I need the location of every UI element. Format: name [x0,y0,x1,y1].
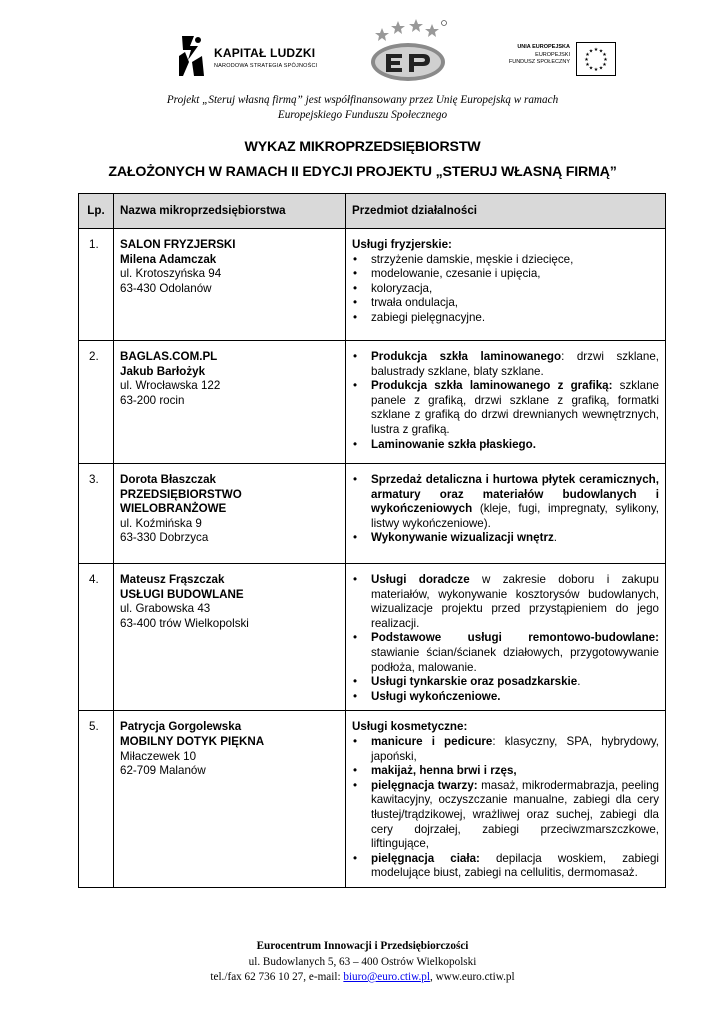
enterprise-cell [114,711,346,888]
list-item [352,438,659,453]
item-bold: Produkcja szkła laminowanego [371,350,562,363]
footer-contact-suffix: , www.euro.ctiw.pl [430,971,515,983]
footer-organization: Eurocentrum Innowacji i Przedsiębiorczości [256,940,469,952]
list-item [352,690,659,705]
activity-heading: Usługi kosmetyczne: [352,720,468,734]
enterprise-cell [114,464,346,564]
activity-cell [346,341,666,464]
eu-line-2: EUROPEJSKI [535,51,570,58]
footer-address: ul. Budowlanych 5, 63 – 400 Ostrów Wielkopolski [248,955,477,968]
eu-line-3: FUNDUSZ SPOŁECZNY [508,59,570,65]
footer-contact [40,970,685,986]
list-item [352,531,659,546]
item-bold: Laminowanie szkła płaskiego. [371,437,536,451]
logo-bar [0,18,725,84]
svg-text:★: ★ [598,48,604,55]
enterprise-street: ul. Grabowska 43 [120,602,211,616]
activity-list [352,473,659,546]
kapital-ludzki-subtitle: NARODOWA STRATEGIA SPÓJNOŚCI [214,63,318,69]
item-text: w zakresie doboru i zakupu materiałów, wykonywanie kosztorysów budowlanych, wizualizacje projektu przed przystąpieniem do jego realizacji. [371,573,659,630]
row-number: 1. [79,229,114,341]
enterprise-name: BAGLAS.COM.PL [120,350,218,363]
svg-text:★: ★ [588,48,594,55]
activity-cell [346,564,666,711]
enterprise-street: Miłaczewek 10 [120,749,197,763]
project-note-line-1: Projekt „Steruj własną firmą” jest współfinansowany przez Unię Europejską w ramach [166,94,559,106]
list-item [352,675,659,690]
kapital-ludzki-logo [176,32,326,80]
svg-text:★: ★ [603,57,608,63]
item-bold: Usługi wykończeniowe. [371,689,501,703]
email-link[interactable]: biuro@euro.ctiw.pl [343,971,430,983]
enterprise-city: 63-200 rocin [120,393,185,407]
table-row [79,464,666,564]
item-text: . [553,531,557,545]
enterprise-city: 63-330 Dobrzyca [120,531,209,545]
enterprise-name: MOBILNY DOTYK PIĘKNA [120,734,265,748]
table-row [79,711,666,888]
ep-logo-icon [368,18,450,84]
list-item: • koloryzacja, [352,282,659,297]
row-number: 5. [79,711,114,888]
item-bold: pielęgnacja ciała: [371,851,480,865]
activity-list [352,350,659,452]
list-item: • zabiegi pielęgnacyjne. [352,311,659,326]
list-item [352,764,659,779]
svg-text:★: ★ [602,62,607,68]
kapital-ludzki-logo-icon [176,32,206,78]
activity-list [352,735,659,881]
activity-cell [346,464,666,564]
list-item [352,631,659,675]
item-text: : klasyczny, SPA, hybrydowy, japoński, [371,734,659,763]
item-bold: pielęgnacja twarzy: [371,778,478,792]
activity-list [352,253,659,326]
item-text: depilacja woskiem, zabiegi modelujące biust, zabiegi na cellulitis, dermomasaż. [371,851,659,880]
eu-line-1: UNIA EUROPEJSKA [517,44,570,50]
item-text: masaż, mikrodermabrazja, peeling kawitacyjny, oczyszczanie manualne, zabiegi dla cery tłustej/trądzikowej, wrażliwej oraz suchej, zabiegi dla cery dojrzałej, zabiegi przeciwzmarszczkowe, liftingujące, [371,778,659,851]
kapital-ludzki-title: KAPITAŁ LUDZKI [214,46,316,60]
svg-text:★: ★ [602,52,607,58]
project-note [80,93,645,123]
footer [40,939,685,986]
item-bold: manicure i pedicure [371,734,493,748]
item-bold: Podstawowe usługi remontowo-budowlane: [371,631,659,645]
svg-text:★: ★ [593,67,599,73]
item-bold: Sprzedaż detaliczna i hurtowa płytek ceramicznych, armatury oraz materiałów budowlanych i wykończeniowych [371,473,659,516]
item-bold: Wykonywanie wizualizacji wnętrz [371,531,554,545]
list-item [352,735,659,764]
table-header-row [79,194,666,229]
enterprise-city: 63-430 Odolanów [120,281,212,295]
item-text: stawianie ścian/ścianek działowych, przygotowywanie podłoża, malowanie. [371,645,659,674]
footer-contact-prefix: tel./fax 62 736 10 27, e-mail: [210,971,344,983]
column-header-lp: Lp. [79,194,114,229]
enterprise-owner: Jakub Barłożyk [120,364,206,378]
enterprise-owner: Patrycja Gorgolewska [120,720,242,734]
enterprise-name-2: WIELOBRANŻOWE [120,502,227,516]
activity-heading: Usługi fryzjerskie: [352,238,452,251]
activity-cell [346,229,666,341]
svg-text:★: ★ [585,62,590,68]
row-number: 3. [79,464,114,564]
table-row [79,229,666,341]
item-bold: Usługi tynkarskie oraz posadzkarskie [371,675,578,689]
enterprise-cell [114,341,346,464]
table-row [79,341,666,464]
enterprise-city: 63-400 trów Wielkopolski [120,616,249,630]
list-item [352,779,659,852]
enterprise-cell [114,229,346,341]
item-bold: Produkcja szkła laminowanego z grafiką: [371,379,613,393]
enterprise-cell [114,564,346,711]
table-row [79,564,666,711]
svg-text:★: ★ [588,65,594,72]
column-header-name: Nazwa mikroprzedsiębiorstwa [114,194,346,229]
item-text: : drzwi szklane, balustrady szklane, blaty szklane. [371,350,659,378]
list-item: • trwała ondulacja, [352,296,659,311]
enterprise-name: USŁUGI BUDOWLANE [120,587,244,601]
enterprise-street: ul. Koźmińska 9 [120,516,202,530]
item-bold: makijaż, henna brwi i rzęs, [371,764,517,778]
enterprises-table [78,193,666,888]
list-item: • strzyżenie damskie, męskie i dziecięce, [352,253,659,268]
enterprise-owner: Mateusz Frąszczak [120,573,225,586]
project-note-line-2: Europejskiego Funduszu Społecznego [277,109,448,121]
item-text: szklane panele z grafiką, drzwi szklane z grafiką, formatki szklane z grafiką do drzwi drewnianych wewnętrznych, lustra z grafiką. [371,379,659,436]
list-item [352,852,659,881]
item-text: . [577,675,581,689]
enterprise-name: PRZEDSIĘBIORSTWO [120,487,242,501]
row-number: 2. [79,341,114,464]
svg-text:★: ★ [584,57,589,63]
svg-text:★: ★ [585,52,590,58]
row-number: 4. [79,564,114,711]
document-title-line-2: ZAŁOŻONYCH W RAMACH II EDYCJI PROJEKTU „STERUJ WŁASNĄ FIRMĄ” [108,164,617,180]
enterprise-owner: Dorota Błaszczak [120,473,217,486]
list-item: • modelowanie, czesanie i upięcia, [352,267,659,282]
enterprise-street: ul. Krotoszyńska 94 [120,267,222,281]
column-header-activity: Przedmiot działalności [346,194,666,229]
eu-logo [500,42,616,78]
list-item [352,350,659,379]
enterprise-street: ul. Wrocławska 122 [120,379,221,393]
item-bold: Usługi doradcze [371,573,470,586]
list-item [352,573,659,631]
item-text: (kleje, fugi, impregnaty, sylikony, listwy wykończeniowe). [371,502,659,530]
list-item [352,379,659,437]
enterprise-name: SALON FRYZJERSKI [120,238,236,251]
list-item [352,473,659,531]
svg-text:★: ★ [593,47,599,53]
activity-list [352,573,659,704]
eu-flag-icon [576,42,616,76]
eu-text [500,44,570,67]
enterprise-owner: Milena Adamczak [120,252,217,266]
document-title-line-1: WYKAZ MIKROPRZEDSIĘBIORSTW [244,139,481,155]
enterprise-city: 62-709 Malanów [120,764,206,778]
svg-text:★: ★ [598,65,604,72]
activity-cell [346,711,666,888]
